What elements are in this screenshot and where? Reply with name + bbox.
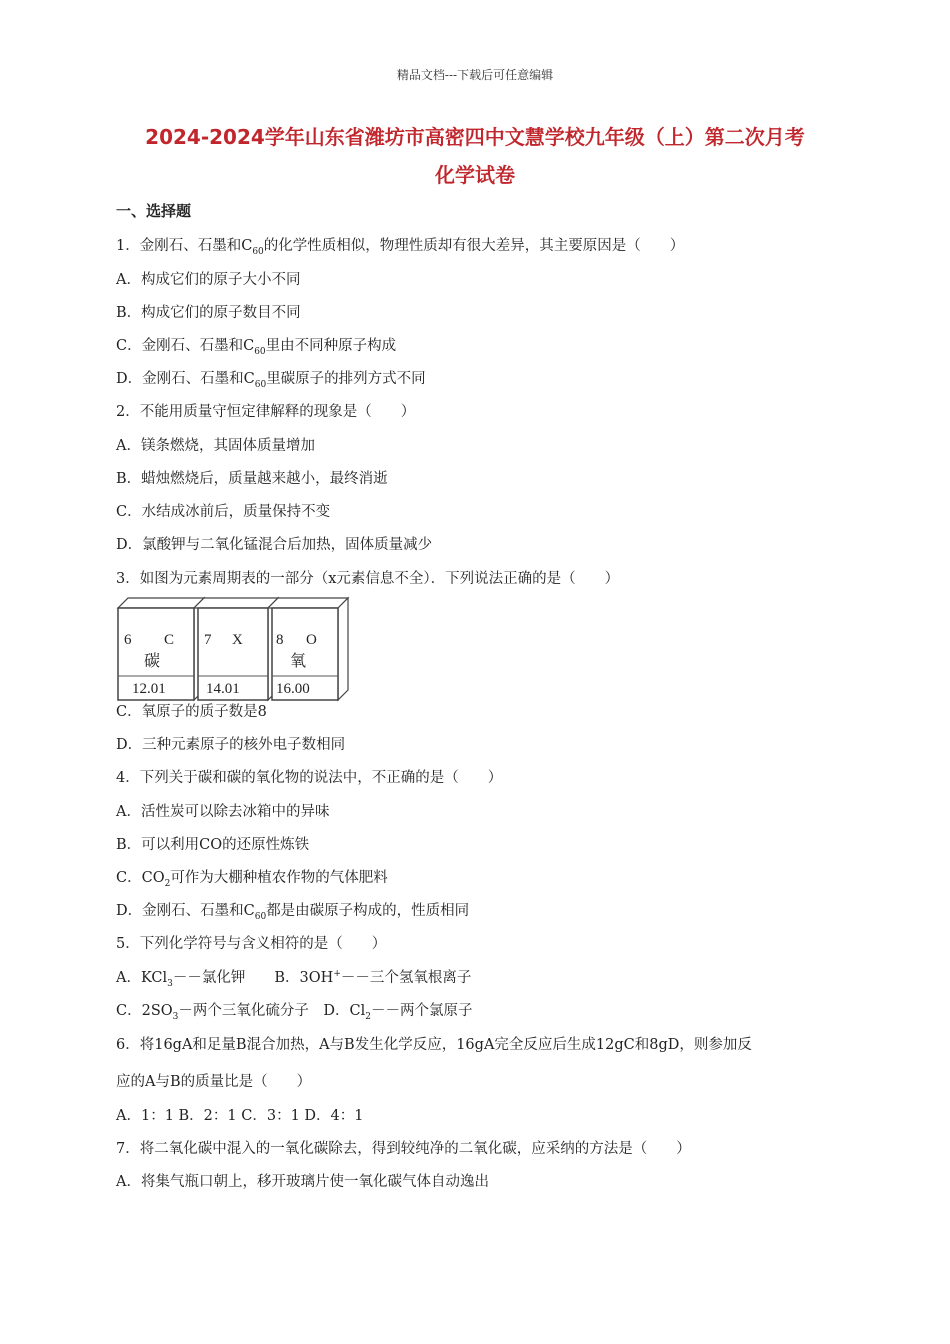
- section-heading: 一、选择题: [116, 202, 192, 220]
- cell-symbol: O: [306, 632, 317, 648]
- q2-option-b: B．蜡烛燃烧后，质量越来越小，最终消逝: [116, 471, 388, 487]
- cell-mass: 16.00: [276, 681, 310, 697]
- periodic-table-figure: [114, 596, 350, 704]
- element-cell-carbon: [118, 598, 204, 700]
- page-title-line1: 2024-2024学年山东省潍坊市高密四中文慧学校九年级（上）第二次月考: [145, 125, 805, 149]
- q2-option-a: A．镁条燃烧，其固体质量增加: [116, 438, 315, 454]
- element-cell-x: [194, 598, 278, 700]
- q2-option-c: C．水结成冰前后，质量保持不变: [116, 504, 331, 520]
- q1-option-c: C．金刚石、石墨和$C_{60}$里由不同种原子构成: [116, 338, 397, 357]
- cell-symbol: X: [232, 632, 243, 648]
- cell-mass: 14.01: [206, 681, 240, 697]
- q6-stem-line2: 应的A与B的质量比是（ ）: [116, 1074, 312, 1090]
- q1-option-b: B．构成它们的原子数目不同: [116, 305, 301, 321]
- q4-stem: 4．下列关于碳和碳的氧化物的说法中，不正确的是（ ）: [116, 770, 503, 786]
- q2-option-d: D．氯酸钾与二氧化锰混合后加热，固体质量减少: [116, 537, 433, 553]
- q5-options-ab: A．KCl$_3$－－氯化钾 B．3OH+－－三个氢氧根离子: [116, 969, 472, 989]
- q6-options: A．1：1 B．2：1 C．3：1 D．4：1: [116, 1108, 364, 1124]
- q3-option-c: C．氧原子的质子数是8: [116, 704, 267, 720]
- q6-stem-line1: 6．将16gA和足量B混合加热，A与B发生化学反应，16gA完全反应后生成12gC和8gD，则参加反: [116, 1037, 752, 1053]
- cell-number: 8: [276, 632, 284, 648]
- q4-option-a: A．活性炭可以除去冰箱中的异味: [116, 804, 330, 820]
- q4-option-d: D．金刚石、石墨和$C_{60}$都是由碳原子构成的，性质相同: [116, 903, 470, 922]
- q5-options-cd: C．$2SO_3-$两个三氧化硫分子 D．$Cl_2--$两个氯原子: [116, 1003, 473, 1022]
- cell-name: 氧: [290, 651, 307, 670]
- q4-option-b: B．可以利用CO的还原性炼铁: [116, 837, 310, 853]
- q1-option-d: D．金刚石、石墨和$C_{60}$里碳原子的排列方式不同: [116, 371, 426, 390]
- cell-number: 6: [124, 632, 132, 648]
- q5-stem: 5．下列化学符号与含义相符的是（ ）: [116, 936, 387, 952]
- cell-number: 7: [204, 632, 212, 648]
- element-cell-oxygen: [268, 598, 348, 700]
- page-title-line2: 化学试卷: [435, 163, 515, 187]
- q4-option-c: C．$CO_2$可作为大棚种植农作物的气体肥料: [116, 870, 388, 889]
- cell-symbol: C: [164, 632, 175, 648]
- q1-stem: 1．金刚石、石墨和$C_{60}$的化学性质相似，物理性质却有很大差异，其主要原因是（ ）: [116, 238, 685, 257]
- cell-mass: 12.01: [132, 681, 166, 697]
- q2-stem: 2．不能用质量守恒定律解释的现象是（ ）: [116, 404, 416, 420]
- q3-stem: 3．如图为元素周期表的一部分（x元素信息不全）．下列说法正确的是（ ）: [116, 571, 620, 587]
- q3-option-d: D．三种元素原子的核外电子数相同: [116, 737, 346, 753]
- q7-stem: 7．将二氧化碳中混入的一氧化碳除去，得到较纯净的二氧化碳，应采纳的方法是（ ）: [116, 1141, 691, 1157]
- header-note: 精品文档---下载后可任意编辑: [396, 68, 554, 82]
- q7-option-a: A．将集气瓶口朝上，移开玻璃片使一氧化碳气体自动逸出: [116, 1174, 489, 1190]
- cell-name: 碳: [144, 651, 161, 670]
- q1-option-a: A．构成它们的原子大小不同: [116, 272, 301, 288]
